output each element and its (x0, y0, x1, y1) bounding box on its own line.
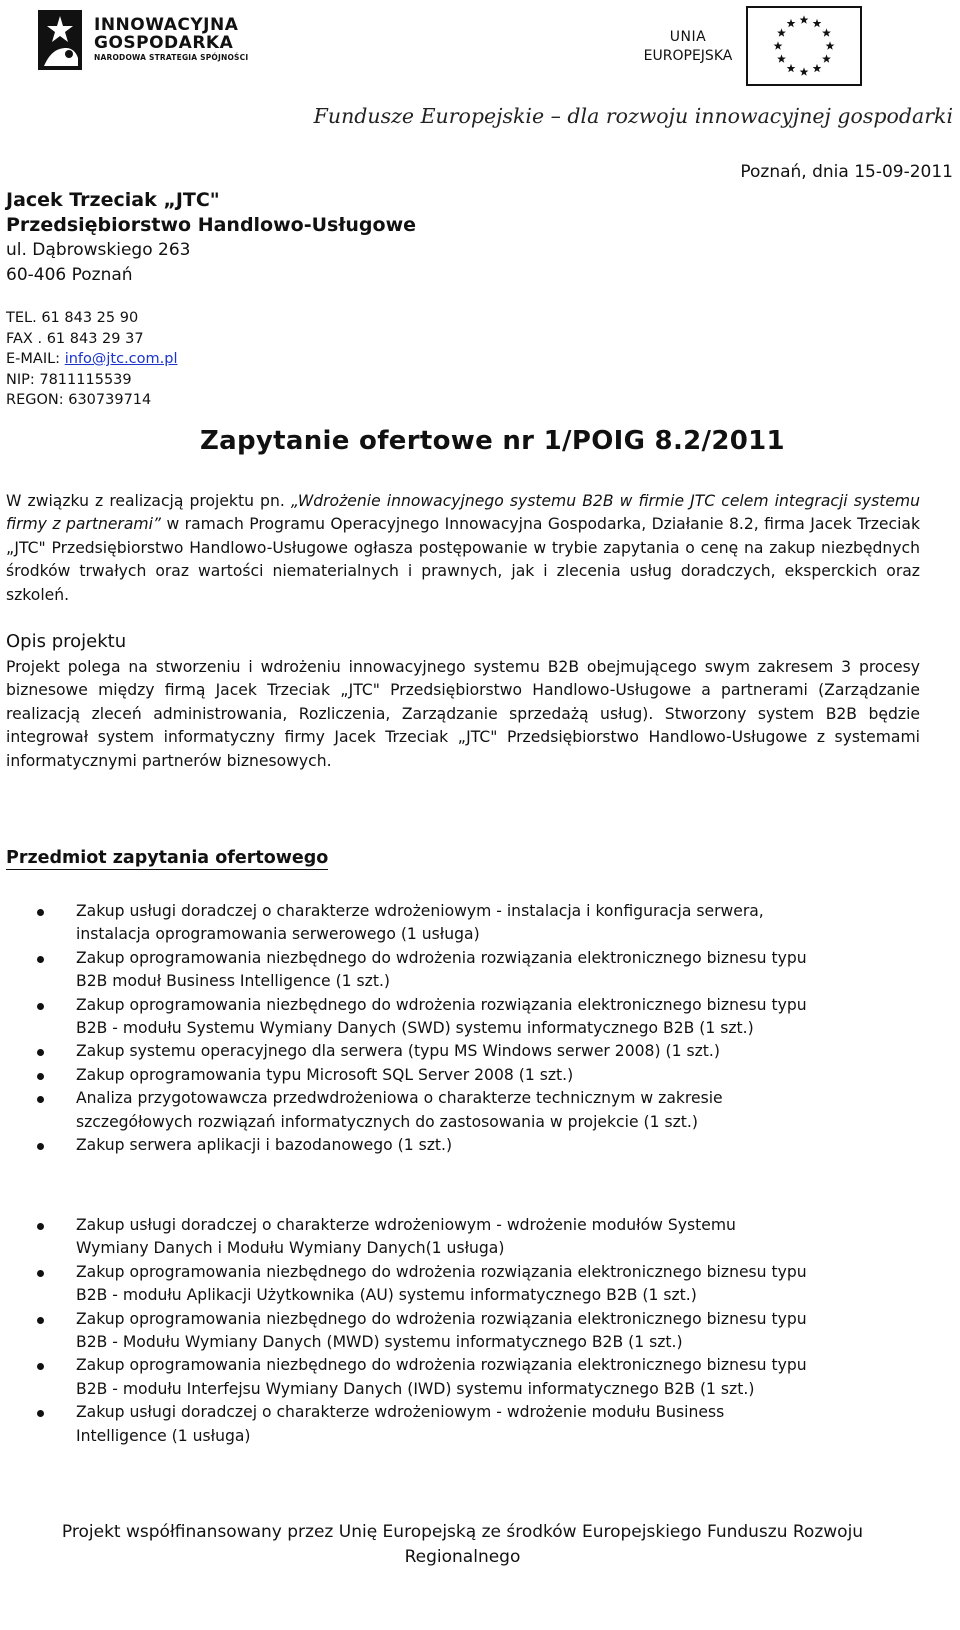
ue-logo-line2: EUROPEJSKA (643, 48, 733, 64)
list-item-line: Wymiany Danych i Modułu Wymiany Danych(1 usługa) (76, 1239, 505, 1258)
contact-tel: TEL. 61 843 25 90 (6, 310, 139, 326)
bullet-icon (37, 1317, 44, 1324)
list-item-line: B2B moduł Business Intelligence (1 szt.) (76, 972, 391, 991)
description-heading: Opis projektu (6, 631, 127, 652)
document-title: Zapytanie ofertowe nr 1/POIG 8.2/2011 (200, 426, 785, 456)
subject-heading (6, 848, 328, 868)
contact-block (6, 308, 178, 411)
bullet-icon (37, 1270, 44, 1277)
list-item (0, 947, 925, 994)
intro-paragraph (6, 490, 920, 607)
star-icon (774, 41, 783, 49)
contact-fax: FAX . 61 843 29 37 (6, 330, 144, 347)
list-item-line: Zakup oprogramowania niezbędnego do wdrożenia rozwiązania elektronicznego biznesu typu (76, 995, 807, 1014)
sender-company: Przedsiębiorstwo Handlowo-Usługowe (6, 214, 417, 236)
bullet-icon (37, 956, 44, 963)
list-item-line: Analiza przygotowawcza przedwdrożeniowa o charakterze technicznym w zakresie (76, 1089, 723, 1108)
ig-logo-line1: INNOWACYJNA (94, 15, 239, 35)
list-item-line: Zakup systemu operacyjnego dla serwera (typu MS Windows serwer 2008) (1 szt.) (76, 1042, 720, 1061)
list-item (0, 994, 925, 1041)
list-item-line: szczegółowych rozwiązań informatycznych do zastosowania w projekcie (1 szt.) (76, 1112, 698, 1131)
list-item (0, 1087, 925, 1134)
bullet-icon (37, 1003, 44, 1010)
description-paragraph: Projekt polega na stworzeniu i wdrożeniu innowacyjnego systemu B2B obejmującego swym zakresem 3 procesy biznesowe między firmą Jacek Trzeciak „JTC" Przedsiębiorstwo Handlowo-Usługowe a partnerami (Zarządzanie realizacją zleceń administrowania, Rozliczenia, Zarządzanie sprzedażą usług). Stworzony system B2B będzie integrował system informatyczny firmy Jacek Trzeciak „JTC" Przedsiębiorstwo Handlowo-Usługowe z systemami informatycznymi partnerów biznesowych. (6, 658, 920, 770)
star-icon (822, 28, 831, 36)
list-item-line: Zakup usługi doradczej o charakterze wdrożeniowym - instalacja i konfiguracja serwera, (76, 902, 764, 920)
intro-text-rest: w ramach Programu Operacyjnego Innowacyjna Gospodarka, Działanie 8.2, firma Jacek Trzeciak „JTC" Przedsiębiorstwo Handlowo-Usługowe ogłasza postępowanie w trybie zapytania o cenę na zakup niezbędnych środków trwałych oraz wartości niematerialnych i prawnych, jak i zlecenia usług doradczych, eksperckich oraz szkoleń. (6, 515, 921, 604)
star-icon (787, 64, 796, 72)
star-icon (822, 54, 831, 62)
sender-name: Jacek Trzeciak „JTC" (6, 189, 220, 211)
ig-logo-line2: GOSPODARKA (94, 33, 234, 53)
ig-logo-line3: NARODOWA STRATEGIA SPÓJNOŚCI (94, 53, 249, 62)
list-item-line: Zakup usługi doradczej o charakterze wdrożeniowym - wdrożenie modułów Systemu (76, 1216, 736, 1234)
bullet-icon (37, 1363, 44, 1370)
star-icon (777, 28, 786, 36)
list-item (0, 1134, 925, 1157)
bullet-icon (37, 1096, 44, 1103)
eu-flag-stars-icon (748, 8, 860, 84)
list-item (0, 1401, 925, 1448)
footer-line1: Projekt współfinansowany przez Unię Europejską ze środków Europejskiego Funduszu Rozwoju (61, 1522, 864, 1542)
bullet-icon (37, 909, 44, 916)
sender-city: 60-406 Poznań (6, 265, 133, 285)
list-item-line: Zakup oprogramowania niezbędnego do wdrożenia rozwiązania elektronicznego biznesu typu (76, 1309, 807, 1328)
bullet-icon (37, 1410, 44, 1417)
contact-email-row (6, 349, 178, 370)
subject-heading-text: Przedmiot zapytania ofertowego (6, 848, 329, 868)
list-item-line: Zakup usługi doradczej o charakterze wdrożeniowym - wdrożenie modułu Business (76, 1403, 725, 1422)
innowacyjna-gospodarka-logo (36, 8, 266, 72)
list-item (0, 1040, 925, 1063)
star-icon (777, 54, 786, 62)
intro-text-start: W związku z realizacją projektu pn. (6, 492, 291, 510)
star-icon (800, 15, 809, 23)
letter-date: Poznań, dnia 15-09-2011 (740, 162, 953, 182)
list-item (0, 900, 925, 947)
list-item-line: Zakup oprogramowania niezbędnego do wdrożenia rozwiązania elektronicznego biznesu typu (76, 1262, 807, 1281)
intro-project-name: „Wdrożenie innowacyjnego systemu B2B w firmie JTC celem integracji systemu firmy z partnerami” (6, 492, 920, 534)
list-item (0, 1354, 925, 1401)
eu-flag (746, 6, 862, 86)
bullet-icon (37, 1223, 44, 1230)
contact-email-link[interactable]: info@jtc.com.pl (64, 351, 178, 367)
star-icon (787, 19, 796, 27)
unia-europejska-logo (630, 6, 862, 88)
sender-street: ul. Dąbrowskiego 263 (6, 240, 191, 260)
list-item-line: Zakup oprogramowania niezbędnego do wdrożenia rozwiązania elektronicznego biznesu typu (76, 1356, 807, 1375)
contact-regon: REGON: 630739714 (6, 392, 152, 408)
innowacyjna-gospodarka-emblem-icon (36, 8, 84, 72)
star-icon (826, 41, 835, 49)
list-item (0, 1261, 925, 1308)
subject-list-2 (0, 1214, 925, 1448)
list-item-line: B2B - modułu Aplikacji Użytkownika (AU) systemu informatycznego B2B (1 szt.) (76, 1286, 697, 1305)
list-item-line: B2B - Modułu Wymiany Danych (MWD) systemu informatycznego B2B (1 szt.) (76, 1333, 683, 1352)
header-tagline: Fundusze Europejskie – dla rozwoju innowacyjnej gospodarki (313, 104, 953, 128)
list-item-line: Intelligence (1 usługa) (76, 1426, 251, 1445)
list-item (0, 1064, 925, 1087)
footer (0, 1520, 925, 1570)
star-icon (800, 67, 809, 75)
list-item-line: B2B - modułu Systemu Wymiany Danych (SWD) systemu informatycznego B2B (1 szt.) (76, 1019, 754, 1038)
list-item-line: instalacja oprogramowania serwerowego (1 usługa) (76, 925, 480, 944)
sender-block (6, 188, 416, 288)
star-icon (813, 64, 822, 72)
list-item (0, 1308, 925, 1355)
bullet-icon (37, 1049, 44, 1056)
footer-line2: Regionalnego (404, 1547, 521, 1567)
list-item-line: Zakup oprogramowania typu Microsoft SQL Server 2008 (1 szt.) (76, 1065, 574, 1084)
list-item-line: B2B - modułu Interfejsu Wymiany Danych (IWD) systemu informatycznego B2B (1 szt.) (76, 1379, 755, 1398)
bullet-icon (37, 1143, 44, 1150)
bullet-icon (37, 1073, 44, 1080)
ue-logo-line1: UNIA (669, 29, 707, 45)
star-icon (813, 19, 822, 27)
list-item-line: Zakup serwera aplikacji i bazodanowego (1 szt.) (76, 1136, 453, 1155)
subject-list-1 (0, 900, 925, 1157)
contact-nip: NIP: 7811115539 (6, 371, 132, 388)
list-item-line: Zakup oprogramowania niezbędnego do wdrożenia rozwiązania elektronicznego biznesu typu (76, 948, 807, 967)
list-item (0, 1214, 925, 1261)
contact-email-label: E-MAIL: (6, 351, 65, 367)
